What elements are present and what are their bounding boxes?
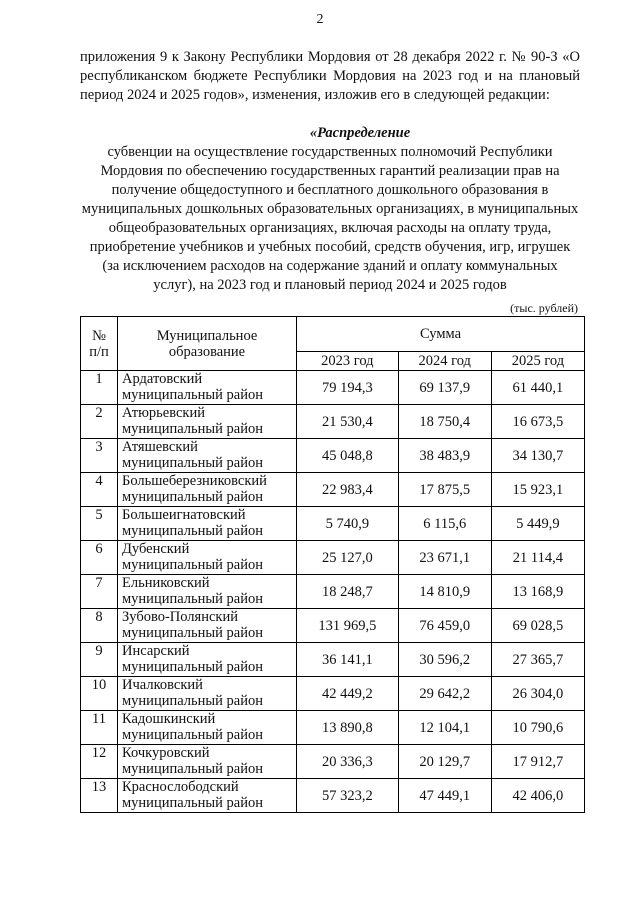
row-value-2024: 69 137,9: [398, 371, 491, 405]
row-value-2025: 16 673,5: [491, 405, 584, 439]
row-value-2023: 20 336,3: [297, 745, 399, 779]
row-value-2025: 34 130,7: [491, 439, 584, 473]
row-value-2024: 12 104,1: [398, 711, 491, 745]
row-number: 13: [81, 779, 118, 813]
row-number: 2: [81, 405, 118, 439]
header-year-2025: 2025 год: [491, 352, 584, 371]
row-number: 8: [81, 609, 118, 643]
row-number: 3: [81, 439, 118, 473]
row-value-2025: 42 406,0: [491, 779, 584, 813]
row-municipality: Большеигнатовский муниципальный район: [118, 507, 297, 541]
table-row: [81, 575, 585, 609]
row-value-2023: 18 248,7: [297, 575, 399, 609]
table-row: [81, 405, 585, 439]
table-row: [81, 541, 585, 575]
row-value-2023: 5 740,9: [297, 507, 399, 541]
row-value-2024: 6 115,6: [398, 507, 491, 541]
table-row: [81, 507, 585, 541]
row-value-2025: 10 790,6: [491, 711, 584, 745]
table-row: [81, 473, 585, 507]
row-municipality: Кадошкинский муниципальный район: [118, 711, 297, 745]
row-number: 10: [81, 677, 118, 711]
header-year-2023: 2023 год: [297, 352, 399, 371]
row-value-2023: 13 890,8: [297, 711, 399, 745]
heading-title: «Распределение: [309, 125, 411, 141]
table-row: [81, 371, 585, 405]
row-number: 1: [81, 371, 118, 405]
row-value-2024: 38 483,9: [398, 439, 491, 473]
row-municipality: Зубово-Полянский муниципальный район: [118, 609, 297, 643]
distribution-heading: [80, 124, 580, 295]
page-number: 2: [316, 12, 324, 27]
table-row: [81, 711, 585, 745]
row-municipality: Ичалковский муниципальный район: [118, 677, 297, 711]
table-row: [81, 643, 585, 677]
heading-subtitle: субвенции на осуществление государственных полномочий Республики Мордовия по обеспечению государственных гарантий реализации прав на получение общедоступного и бесплатного дошкольного образования в муниципальных дошкольных образовательных организациях, в муниципальных общеобразовательных организациях, включая расходы на оплату труда, приобретение учебников и учебных пособий, средств обучения, игр, игрушек (за исключением расходов на содержание зданий и оплату коммунальных услуг), на 2023 год и плановый период 2024 и 2025 годов: [81, 144, 579, 293]
row-municipality: Ельниковский муниципальный район: [118, 575, 297, 609]
row-municipality: Ардатовский муниципальный район: [118, 371, 297, 405]
table-row: [81, 779, 585, 813]
row-municipality: Инсарский муниципальный район: [118, 643, 297, 677]
row-value-2024: 29 642,2: [398, 677, 491, 711]
row-value-2024: 23 671,1: [398, 541, 491, 575]
row-value-2024: 18 750,4: [398, 405, 491, 439]
row-value-2025: 69 028,5: [491, 609, 584, 643]
row-value-2023: 42 449,2: [297, 677, 399, 711]
row-value-2025: 26 304,0: [491, 677, 584, 711]
row-number: 11: [81, 711, 118, 745]
row-value-2023: 22 983,4: [297, 473, 399, 507]
row-value-2024: 17 875,5: [398, 473, 491, 507]
row-number: 6: [81, 541, 118, 575]
row-value-2023: 36 141,1: [297, 643, 399, 677]
header-number: № п/п: [81, 317, 118, 371]
row-value-2024: 14 810,9: [398, 575, 491, 609]
table-row: [81, 745, 585, 779]
header-municipality: Муниципальное образование: [118, 317, 297, 371]
row-value-2023: 25 127,0: [297, 541, 399, 575]
row-number: 9: [81, 643, 118, 677]
row-municipality: Дубенский муниципальный район: [118, 541, 297, 575]
intro-paragraph: приложения 9 к Закону Республики Мордовия от 28 декабря 2022 г. № 90-З «О республиканском бюджете Республики Мордовия на 2023 год и на плановый период 2024 и 2025 годов», изменения, изложив его в следующей редакции:: [80, 49, 580, 103]
row-value-2024: 30 596,2: [398, 643, 491, 677]
row-value-2023: 45 048,8: [297, 439, 399, 473]
row-municipality: Кочкуровский муниципальный район: [118, 745, 297, 779]
row-number: 7: [81, 575, 118, 609]
row-value-2024: 20 129,7: [398, 745, 491, 779]
table-row: [81, 609, 585, 643]
table-row: [81, 439, 585, 473]
table-body: [81, 371, 585, 813]
header-sum: Сумма: [297, 317, 585, 352]
row-number: 12: [81, 745, 118, 779]
row-number: 4: [81, 473, 118, 507]
row-value-2025: 13 168,9: [491, 575, 584, 609]
header-year-2024: 2024 год: [398, 352, 491, 371]
row-number: 5: [81, 507, 118, 541]
row-value-2025: 17 912,7: [491, 745, 584, 779]
row-municipality: Краснослободский муниципальный район: [118, 779, 297, 813]
row-value-2023: 57 323,2: [297, 779, 399, 813]
row-value-2023: 79 194,3: [297, 371, 399, 405]
row-value-2025: 27 365,7: [491, 643, 584, 677]
row-municipality: Атюрьевский муниципальный район: [118, 405, 297, 439]
units-label: (тыс. рублей): [510, 301, 578, 315]
row-value-2025: 61 440,1: [491, 371, 584, 405]
table-header-row: [81, 317, 585, 352]
row-municipality: Большеберезниковский муниципальный район: [118, 473, 297, 507]
distribution-table: [80, 316, 585, 813]
row-value-2025: 15 923,1: [491, 473, 584, 507]
row-value-2023: 21 530,4: [297, 405, 399, 439]
row-value-2025: 5 449,9: [491, 507, 584, 541]
row-value-2024: 76 459,0: [398, 609, 491, 643]
row-value-2025: 21 114,4: [491, 541, 584, 575]
table-row: [81, 677, 585, 711]
row-value-2024: 47 449,1: [398, 779, 491, 813]
row-value-2023: 131 969,5: [297, 609, 399, 643]
row-municipality: Атяшевский муниципальный район: [118, 439, 297, 473]
